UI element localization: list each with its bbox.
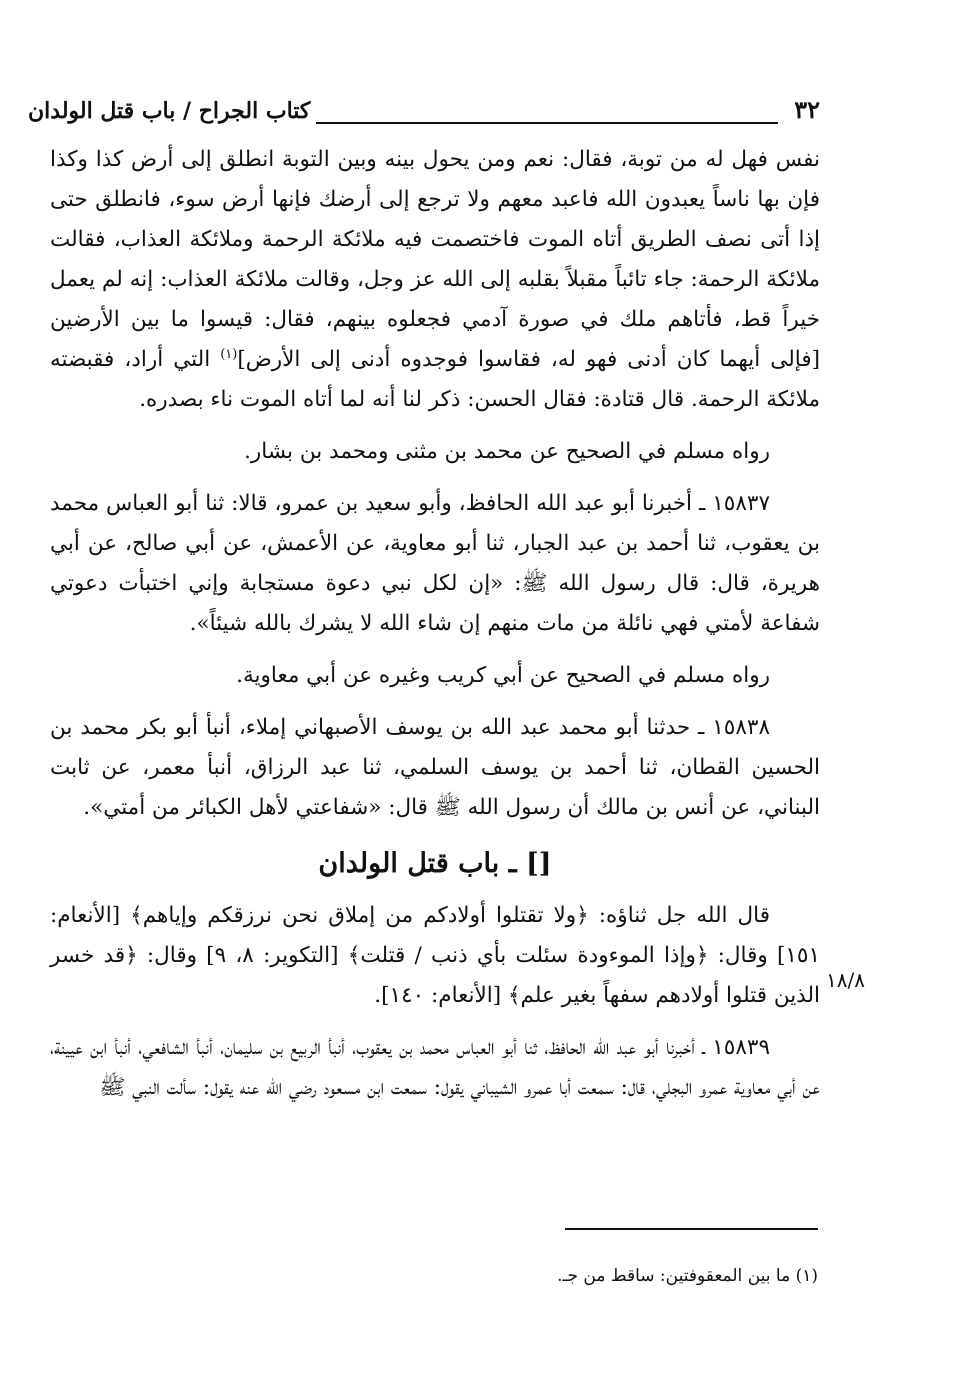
hadith-15837: ١٥٨٣٧ ـ أخبرنا أبو عبد الله الحافظ، وأبو سعيد بن عمرو، قالا: ثنا أبو العباس محمد بن يعقوب، ثنا أحمد بن عبد الجبار، ثنا أبو معاوية، عن الأعمش، عن أبي صالح، عن أبي هريرة، قال: قال رسول الله ﷺ: «إن لكل نبي دعوة مستجابة وإني اختبأت دعوتي شفاعة لأمتي فهي نائلة من مات منهم إن شاء الله لا يشرك بالله شيئاً».	[50, 491, 820, 636]
running-title: كتاب الجراح / باب قتل الولدان	[28, 98, 311, 124]
footnote-separator	[565, 1228, 818, 1230]
hadith-15839: ١٥٨٣٩ ـ أخبرنا أبو عبد الله الحافظ، ثنا أبو العباس محمد بن يعقوب، أنبأ الربيع بن سليمان، أنبأ الشافعي، أنبأ ابن عيينة، عن أبي معاوية عمرو البجلي، قال: سمعت أبا عمرو الشيباني يقول: سمعت ابن مسعود رضي الله عنه يقول: سألت النبي ﷺ	[50, 1035, 820, 1100]
paragraph-text: نفس فهل له من توبة، فقال: نعم ومن يحول بينه وبين التوبة انطلق إلى أرض كذا وكذا فإن بها ناساً يعبدون الله فاعبد معهم ولا ترجع إلى أرضك فإنها أرض سوء، فانطلق حتى إذا أتى نصف الطريق أتاه الموت فاختصمت فيه ملائكة الرحمة وملائكة العذاب، فقالت ملائكة الرحمة: جاء تائباً مقبلاً بقلبه إلى الله عز وجل، وقالت ملائكة العذاب: إنه لم يعمل خيراً قط، فأتاهم ملك في صورة آدمي فجعلوه بينهم، فقال: قيسوا ما بين الأرضين [فإلى أيهما كان أدنى فهو له، فقاسوا فوجدوه أدنى إلى الأرض]	[50, 147, 820, 372]
paragraph-continuation	[50, 140, 820, 420]
margin-reference: ١٨/٨	[826, 968, 865, 992]
header-rule	[316, 108, 778, 124]
main-text	[50, 140, 820, 1108]
page-header	[28, 84, 820, 124]
page-number: ٣٢	[794, 95, 820, 124]
narration-source: رواه مسلم في الصحيح عن أبي كريب وغيره عن أبي معاوية.	[236, 663, 770, 688]
footnote: (١) ما بين المعقوفتين: ساقط من جـ.	[557, 1266, 818, 1286]
quran-verses-paragraph: قال الله جل ثناؤه: ﴿ولا تقتلوا أولادكم من إملاق نحن نرزقكم وإياهم﴾ [الأنعام: ١٥١] وقال: ﴿وإذا الموءودة سئلت بأي ذنب / قتلت﴾ [التكوير: ٨، ٩] وقال: ﴿قد خسر الذين قتلوا أولادهم سفهاً بغير علم﴾ [الأنعام: ١٤٠].	[50, 903, 820, 1008]
narration-source: رواه مسلم في الصحيح عن محمد بن مثنى ومحمد بن بشار.	[244, 439, 770, 464]
section-heading: [] ـ باب قتل الولدان	[318, 848, 552, 879]
paragraph-text: التي أراد، فقبضته ملائكة الرحمة. قال قتادة: فقال الحسن: ذكر لنا أنه لما أتاه الموت ناء بصدره.	[50, 347, 820, 412]
hadith-15838: ١٥٨٣٨ ـ حدثنا أبو محمد عبد الله بن يوسف الأصبهاني إملاء، أنبأ أبو بكر محمد بن الحسين القطان، ثنا أحمد بن يوسف السلمي، ثنا عبد الرزاق، أنبأ معمر، عن ثابت البناني، عن أنس بن مالك أن رسول الله ﷺ قال: «شفاعتي لأهل الكبائر من أمتي».	[50, 715, 820, 820]
footnote-marker: (١)	[220, 346, 238, 362]
